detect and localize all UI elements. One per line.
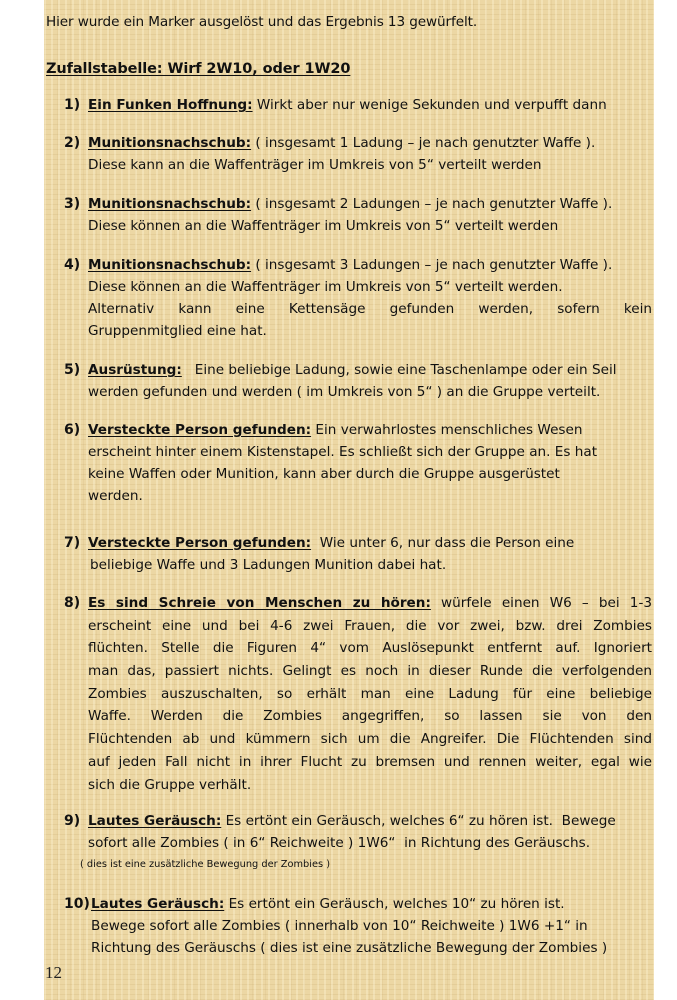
intro-text: Hier wurde ein Marker ausgelöst und das Ergebnis 13 gewürfelt. [46,14,478,30]
item-text: sich die Gruppe verhält. [88,776,252,793]
item-text: man das, passiert nichts. Gelingt es noch in dieser Runde die verfolgenden [88,663,652,680]
item-number: 10) [64,896,90,912]
item-number: 9) [64,813,81,829]
table-heading: Zufallstabelle: Wirf 2W10, oder 1W20 [46,61,351,77]
item-text: Richtung des Geräuschs ( dies ist eine zusätzliche Bewegung der Zombies ) [91,940,608,956]
item-number: 3) [64,196,81,212]
item-label: Lautes Geräusch: [88,813,222,829]
item-label: Versteckte Person gefunden: [88,422,312,438]
item-text: erscheint hinter einem Kistenstapel. Es schließt sich der Gruppe an. Es hat [88,444,598,460]
item-label: Munitionsnachschub: [88,135,252,151]
item-text: Zombies auszuschalten, so erhält man eine Ladung für eine beliebige [88,685,652,702]
item-text: Diese kann an die Waffenträger im Umkreis von 5“ verteilt werden [88,157,542,173]
item-label: Ein Funken Hoffnung: [88,97,253,113]
item-text: Eine beliebige Ladung, sowie eine Taschenlampe oder ein Seil [181,362,617,378]
item-number: 2) [64,135,81,151]
item-text: Wirkt aber nur wenige Sekunden und verpufft dann [252,97,607,113]
item-text: keine Waffen oder Munition, kann aber durch die Gruppe ausgerüstet [88,466,560,482]
item-text: Es ertönt ein Geräusch, welches 6“ zu hören ist. Bewege [221,813,616,829]
item-number: 7) [64,535,81,551]
item-label: Versteckte Person gefunden: [88,535,312,551]
page-number: 12 [45,963,62,982]
item-text: würfele einen W6 – bei 1-3 [430,595,652,611]
item-text: werden. [88,488,143,504]
item-text: auf jeden Fall nicht in ihrer Flucht zu bremsen und rennen weiter, egal wie [88,753,652,770]
item-label: Lautes Geräusch: [91,896,225,912]
item-text: Alternativ kann eine Kettensäge gefunden werden, sofern kein [88,301,652,317]
item-text: Diese können an die Waffenträger im Umkreis von 5“ verteilt werden. [88,279,563,295]
item-text: Flüchtenden ab und kümmern sich um die Angreifer. Die Flüchtenden sind [88,731,652,748]
item-number: 6) [64,422,81,438]
item-text: Es ertönt ein Geräusch, welches 10“ zu hören ist. [224,896,565,912]
item-text: Gruppenmitglied eine hat. [88,323,267,339]
item-text: flüchten. Stelle die Figuren 4“ vom Auslösepunkt entfernt auf. Ignoriert [88,640,652,657]
item-text: Ein verwahrlostes menschliches Wesen [311,422,583,438]
item-text: ( insgesamt 3 Ladungen – je nach genutzter Waffe ). [251,257,613,273]
item-text: Diese können an die Waffenträger im Umkreis von 5“ verteilt werden [88,218,559,234]
item-text: ( insgesamt 1 Ladung – je nach genutzter Waffe ). [251,135,596,151]
item-label: Munitionsnachschub: [88,196,252,212]
item-text: werden gefunden und werden ( im Umkreis von 5“ ) an die Gruppe verteilt. [88,384,601,400]
item-text: beliebige Waffe und 3 Ladungen Munition dabei hat. [90,557,447,573]
item-number: 5) [64,362,81,378]
item-text: sofort alle Zombies ( in 6“ Reichweite ) 1W6“ in Richtung des Geräuschs. [88,835,591,851]
item-label: Ausrüstung: [88,362,182,378]
item-number: 8) [64,595,81,611]
item-number: 1) [64,97,81,113]
item-text: Wie unter 6, nur dass die Person eine [311,535,575,551]
item-number: 4) [64,257,81,273]
item-text: erscheint eine und bei 4-6 zwei Frauen, die vor zwei, bzw. drei Zombies [88,617,652,634]
item-label: Munitionsnachschub: [88,257,252,273]
item-text: ( insgesamt 2 Ladungen – je nach genutzter Waffe ). [251,196,613,212]
item-text: Bewege sofort alle Zombies ( innerhalb von 10“ Reichweite ) 1W6 +1“ in [91,918,588,934]
item-text: ( dies ist eine zusätzliche Bewegung der Zombies ) [80,859,331,870]
item-text: Waffe. Werden die Zombies angegriffen, so lassen sie von den [88,708,652,725]
item-label: Es sind Schreie von Menschen zu hören: [88,595,431,611]
